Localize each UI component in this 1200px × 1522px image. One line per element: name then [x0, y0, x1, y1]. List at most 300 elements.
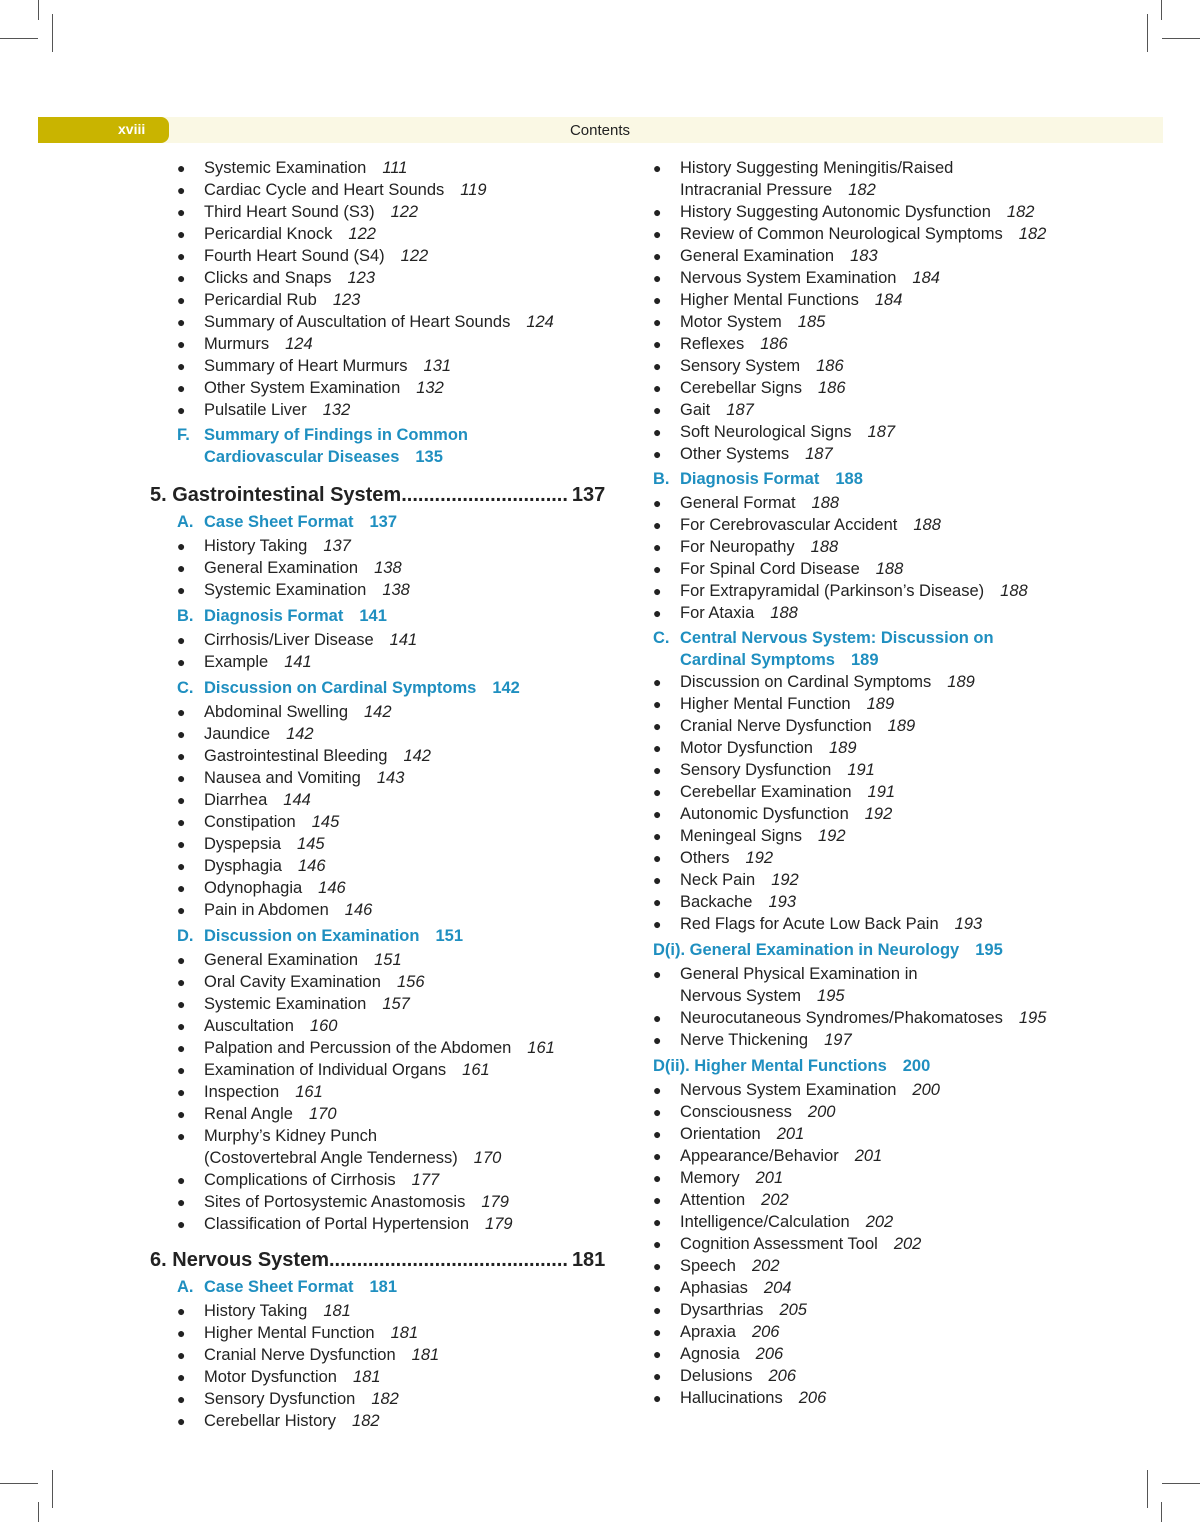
- toc-entry-page: 195: [1018, 1009, 1047, 1027]
- toc-entry-title: Red Flags for Acute Low Back Pain 193: [680, 915, 983, 933]
- toc-entry[interactable]: [653, 1299, 1123, 1321]
- toc-entry-page: 161: [462, 1061, 490, 1079]
- bullet-icon: ●: [177, 858, 186, 874]
- toc-entry-title: Review of Common Neurological Symptoms 182: [680, 225, 1047, 243]
- toc-entry[interactable]: ● Murphy’s Kidney Punch: [177, 1127, 378, 1145]
- toc-entry[interactable]: [177, 1388, 617, 1410]
- toc-entry-title: Systemic Examination 157: [204, 995, 410, 1013]
- bullet-icon: ●: [653, 517, 662, 533]
- bullet-icon: ●: [177, 538, 186, 554]
- toc-entry[interactable]: [177, 651, 617, 673]
- toc-entry[interactable]: [177, 267, 617, 289]
- toc-entry[interactable]: [177, 1081, 617, 1103]
- bullet-icon: ●: [653, 1032, 662, 1048]
- bullet-icon: ●: [177, 160, 186, 176]
- toc-entry-page: 189: [887, 717, 916, 735]
- toc-entry-title: Backache 193: [680, 893, 796, 911]
- toc-entry[interactable]: [177, 993, 617, 1015]
- toc-entry-title: Gait 187: [680, 401, 754, 419]
- bullet-icon: ●: [653, 1148, 662, 1164]
- bullet-icon: ●: [653, 270, 662, 286]
- toc-entry[interactable]: [653, 421, 1123, 443]
- toc-entry-page: 138: [382, 581, 410, 599]
- toc-entry-title: Cranial Nerve Dysfunction 181: [204, 1346, 440, 1364]
- toc-entry-title: General Examination 183: [680, 247, 878, 265]
- bullet-icon: ●: [653, 806, 662, 822]
- toc-entry-page: 181: [323, 1302, 351, 1320]
- toc-entry[interactable]: ● History Suggesting Meningitis/Raised: [653, 159, 954, 177]
- toc-entry[interactable]: [177, 1059, 617, 1081]
- bullet-icon: ●: [177, 952, 186, 968]
- toc-entry-title: General Examination 138: [204, 559, 402, 577]
- toc-entry-page: 142: [403, 747, 431, 765]
- toc-section-heading: D(ii). Higher Mental Functions 200: [653, 1057, 931, 1075]
- toc-entry[interactable]: [653, 399, 1123, 421]
- toc-entry-page: 197: [824, 1031, 852, 1049]
- bullet-icon: ●: [177, 654, 186, 670]
- toc-right-column: [653, 157, 1123, 1409]
- toc-entry[interactable]: [177, 289, 617, 311]
- bullet-icon: ●: [653, 1010, 662, 1026]
- toc-section-heading: D. Discussion on Examination 151: [177, 927, 463, 945]
- toc-entry-title: Complications of Cirrhosis 177: [204, 1171, 440, 1189]
- toc-entry[interactable]: [653, 1321, 1123, 1343]
- bullet-icon: ●: [653, 402, 662, 418]
- toc-entry[interactable]: [177, 629, 617, 651]
- toc-entry-page: 124: [285, 335, 313, 353]
- toc-entry-title: Cerebellar Signs 186: [680, 379, 846, 397]
- toc-entry-page: 188: [875, 560, 904, 578]
- toc-section-heading: A. Case Sheet Format 137: [177, 513, 397, 531]
- toc-entry[interactable]: [653, 1029, 1123, 1051]
- toc-entry-page: 122: [390, 203, 419, 221]
- bullet-icon: ●: [653, 539, 662, 555]
- toc-entry[interactable]: [653, 1123, 1123, 1145]
- toc-entry-title: Abdominal Swelling 142: [204, 703, 392, 721]
- bullet-icon: ●: [653, 1368, 662, 1384]
- toc-entry[interactable]: ● General Physical Examination in: [653, 965, 918, 983]
- toc-entry[interactable]: [177, 377, 617, 399]
- bullet-icon: ●: [653, 916, 662, 932]
- toc-entry-title: For Extrapyramidal (Parkinson’s Disease) 188: [680, 582, 1028, 600]
- toc-entry-page: 161: [527, 1039, 555, 1057]
- bullet-icon: ●: [177, 582, 186, 598]
- toc-entry-page: 182: [1018, 225, 1047, 243]
- bullet-icon: ●: [653, 696, 662, 712]
- toc-entry[interactable]: [653, 558, 1123, 580]
- toc-section-heading: A. Case Sheet Format 181: [177, 1278, 397, 1296]
- toc-entry[interactable]: [653, 1007, 1123, 1029]
- toc-entry[interactable]: [653, 1167, 1123, 1189]
- toc-entry-title: Sites of Portosystemic Anastomosis 179: [204, 1193, 509, 1211]
- toc-entry-page: 144: [283, 791, 311, 809]
- toc-entry-page: 123: [332, 291, 361, 309]
- toc-section-heading: B. Diagnosis Format 188: [653, 470, 863, 488]
- bullet-icon: ●: [177, 336, 186, 352]
- toc-entry[interactable]: [653, 311, 1123, 333]
- toc-entry[interactable]: [177, 245, 617, 267]
- toc-section-heading: F. Summary of Findings in Common: [177, 426, 469, 444]
- toc-section-heading-cont: Cardinal Symptoms 189: [680, 651, 879, 669]
- toc-entry[interactable]: [177, 223, 617, 245]
- toc-entry-title: Nervous System Examination 200: [680, 1081, 940, 1099]
- toc-entry[interactable]: [653, 737, 1123, 759]
- toc-entry-title: Cirrhosis/Liver Disease 141: [204, 631, 418, 649]
- toc-entry[interactable]: [177, 745, 617, 767]
- toc-entry-page: 146: [318, 879, 346, 897]
- toc-entry[interactable]: [653, 825, 1123, 847]
- toc-entry-cont: Nervous System 195: [680, 987, 845, 1005]
- bullet-icon: ●: [653, 762, 662, 778]
- toc-entry[interactable]: [177, 1191, 617, 1213]
- toc-entry[interactable]: [177, 579, 617, 601]
- toc-entry[interactable]: [653, 847, 1123, 869]
- toc-entry[interactable]: [177, 767, 617, 789]
- bullet-icon: ●: [653, 292, 662, 308]
- toc-entry-title: Inspection 161: [204, 1083, 323, 1101]
- toc-entry[interactable]: [177, 1213, 617, 1235]
- toc-entry-page: 200: [807, 1103, 836, 1121]
- bullet-icon: ●: [177, 1040, 186, 1056]
- toc-entry-title: Odynophagia 146: [204, 879, 346, 897]
- bullet-icon: ●: [653, 446, 662, 462]
- toc-entry[interactable]: [653, 913, 1123, 935]
- crop-mark: [52, 1470, 53, 1508]
- bullet-icon: ●: [653, 226, 662, 242]
- toc-entry-page: 206: [768, 1367, 796, 1385]
- toc-entry-page: 157: [382, 995, 410, 1013]
- toc-entry-page: 201: [755, 1169, 784, 1187]
- toc-entry-title: Appearance/Behavior 201: [680, 1147, 883, 1165]
- bullet-icon: ●: [653, 314, 662, 330]
- toc-entry-title: Auscultation 160: [204, 1017, 338, 1035]
- toc-entry-page: 177: [411, 1171, 440, 1189]
- toc-entry[interactable]: [177, 333, 617, 355]
- toc-entry[interactable]: [653, 1079, 1123, 1101]
- toc-entry[interactable]: [177, 877, 617, 899]
- toc-entry-title: Summary of Heart Murmurs 131: [204, 357, 452, 375]
- running-header-title: Contents: [569, 122, 631, 139]
- toc-entry[interactable]: [177, 1300, 617, 1322]
- toc-entry-title: History Taking 181: [204, 1302, 351, 1320]
- toc-entry-page: 111: [382, 159, 408, 177]
- toc-entry[interactable]: [177, 1037, 617, 1059]
- toc-entry-page: 188: [810, 538, 839, 556]
- bullet-icon: ●: [177, 748, 186, 764]
- toc-entry-page: 184: [912, 269, 940, 287]
- toc-entry[interactable]: [653, 891, 1123, 913]
- bullet-icon: ●: [653, 1170, 662, 1186]
- toc-entry-title: Pericardial Rub 123: [204, 291, 361, 309]
- bullet-icon: ●: [177, 996, 186, 1012]
- toc-entry[interactable]: [653, 223, 1123, 245]
- toc-entry[interactable]: [653, 803, 1123, 825]
- toc-chapter-heading: 6. Nervous System........................................... 181: [150, 1249, 606, 1271]
- bullet-icon: ●: [653, 1346, 662, 1362]
- toc-entry[interactable]: [177, 971, 617, 993]
- toc-entry[interactable]: [653, 333, 1123, 355]
- toc-entry[interactable]: [177, 1015, 617, 1037]
- toc-entry-title: Palpation and Percussion of the Abdomen 161: [204, 1039, 555, 1057]
- toc-entry[interactable]: [653, 267, 1123, 289]
- page-number: xviii: [118, 121, 146, 137]
- toc-entry-page: 142: [364, 703, 392, 721]
- bullet-icon: ●: [177, 836, 186, 852]
- toc-entry-title: Hallucinations 206: [680, 1389, 827, 1407]
- toc-entry-page: 202: [751, 1257, 780, 1275]
- toc-entry-title: Nerve Thickening 197: [680, 1031, 852, 1049]
- toc-entry-title: Cerebellar History 182: [204, 1412, 380, 1430]
- toc-entry-page: 184: [874, 291, 903, 309]
- toc-entry-title: Autonomic Dysfunction 192: [680, 805, 893, 823]
- toc-entry-title: Pericardial Knock 122: [204, 225, 376, 243]
- toc-entry-page: 192: [771, 871, 799, 889]
- toc-entry[interactable]: [653, 492, 1123, 514]
- bullet-icon: ●: [653, 784, 662, 800]
- toc-entry[interactable]: [177, 899, 617, 921]
- toc-entry-title: For Cerebrovascular Accident 188: [680, 516, 941, 534]
- bullet-icon: ●: [177, 292, 186, 308]
- toc-entry-title: Other Systems 187: [680, 445, 833, 463]
- toc-entry[interactable]: [653, 1365, 1123, 1387]
- toc-entry[interactable]: [177, 855, 617, 877]
- toc-entry-page: 146: [344, 901, 373, 919]
- toc-entry-title: For Spinal Cord Disease 188: [680, 560, 904, 578]
- toc-entry[interactable]: [177, 1366, 617, 1388]
- toc-entry[interactable]: [653, 245, 1123, 267]
- bullet-icon: ●: [177, 814, 186, 830]
- toc-entry-page: 201: [854, 1147, 883, 1165]
- toc-entry-title: For Ataxia 188: [680, 604, 798, 622]
- bullet-icon: ●: [177, 1172, 186, 1188]
- toc-entry[interactable]: [177, 701, 617, 723]
- bullet-icon: ●: [177, 792, 186, 808]
- crop-mark: [52, 14, 53, 52]
- toc-entry-title: Motor System 185: [680, 313, 826, 331]
- toc-entry-page: 192: [864, 805, 893, 823]
- toc-entry-title: History Taking 137: [204, 537, 351, 555]
- toc-entry[interactable]: [177, 179, 617, 201]
- toc-entry[interactable]: [653, 1145, 1123, 1167]
- toc-entry[interactable]: [177, 811, 617, 833]
- toc-entry-title: History Suggesting Autonomic Dysfunction 182: [680, 203, 1035, 221]
- toc-entry-title: Attention 202: [680, 1191, 789, 1209]
- toc-entry-page: 161: [295, 1083, 323, 1101]
- toc-entry[interactable]: [177, 557, 617, 579]
- crop-mark: [0, 1483, 38, 1484]
- bullet-icon: ●: [653, 204, 662, 220]
- toc-entry-page: 124: [526, 313, 554, 331]
- toc-entry-title: Cranial Nerve Dysfunction 189: [680, 717, 916, 735]
- toc-entry-title: Pain in Abdomen 146: [204, 901, 373, 919]
- toc-entry-title: Delusions 206: [680, 1367, 796, 1385]
- toc-entry-title: Systemic Examination 111: [204, 159, 408, 177]
- toc-entry[interactable]: [177, 833, 617, 855]
- toc-entry-title: General Examination 151: [204, 951, 402, 969]
- toc-entry-title: Constipation 145: [204, 813, 340, 831]
- toc-entry-title: Intelligence/Calculation 202: [680, 1213, 894, 1231]
- toc-entry-title: Motor Dysfunction 189: [680, 739, 857, 757]
- toc-entry[interactable]: [653, 693, 1123, 715]
- bullet-icon: ●: [653, 424, 662, 440]
- toc-entry-title: Example 141: [204, 653, 312, 671]
- toc-entry-page: 170: [309, 1105, 337, 1123]
- bullet-icon: ●: [653, 495, 662, 511]
- bullet-icon: ●: [177, 902, 186, 918]
- bullet-icon: ●: [653, 336, 662, 352]
- toc-entry-page: 191: [847, 761, 875, 779]
- toc-entry[interactable]: [177, 1322, 617, 1344]
- toc-entry[interactable]: [653, 514, 1123, 536]
- bullet-icon: ●: [177, 770, 186, 786]
- toc-entry-cont: Intracranial Pressure 182: [680, 181, 876, 199]
- toc-entry-page: 204: [763, 1279, 792, 1297]
- toc-entry-title: Dyspepsia 145: [204, 835, 325, 853]
- toc-entry[interactable]: [177, 949, 617, 971]
- toc-entry-page: 189: [947, 673, 975, 691]
- bullet-icon: ●: [653, 1324, 662, 1340]
- toc-entry[interactable]: [177, 1103, 617, 1125]
- toc-entry-title: Speech 202: [680, 1257, 780, 1275]
- toc-entry[interactable]: [177, 399, 617, 421]
- toc-entry[interactable]: [653, 759, 1123, 781]
- bullet-icon: ●: [177, 402, 186, 418]
- toc-left-column: [150, 157, 617, 1432]
- toc-entry[interactable]: [177, 723, 617, 745]
- toc-entry-page: 151: [374, 951, 402, 969]
- toc-entry[interactable]: [653, 377, 1123, 399]
- toc-entry-page: 145: [311, 813, 340, 831]
- toc-entry-title: Neck Pain 192: [680, 871, 799, 889]
- bullet-icon: ●: [177, 1413, 186, 1429]
- crop-mark: [1147, 1470, 1148, 1508]
- toc-entry-page: 138: [374, 559, 402, 577]
- toc-entry-title: Murmurs 124: [204, 335, 313, 353]
- toc-entry[interactable]: [177, 311, 617, 333]
- toc-entry-page: 206: [751, 1323, 780, 1341]
- bullet-icon: ●: [653, 850, 662, 866]
- bullet-icon: ●: [653, 561, 662, 577]
- toc-entry-title: Cerebellar Examination 191: [680, 783, 896, 801]
- crop-mark: [0, 38, 38, 39]
- toc-entry-title: For Neuropathy 188: [680, 538, 839, 556]
- toc-entry-page: 132: [322, 401, 351, 419]
- toc-entry-title: Gastrointestinal Bleeding 142: [204, 747, 431, 765]
- toc-entry-page: 182: [371, 1390, 399, 1408]
- toc-entry-page: 188: [811, 494, 840, 512]
- bullet-icon: ●: [653, 605, 662, 621]
- bullet-icon: ●: [177, 182, 186, 198]
- toc-entry[interactable]: [653, 443, 1123, 465]
- crop-mark: [1147, 14, 1148, 52]
- toc-entry-page: 119: [460, 181, 487, 199]
- toc-entry[interactable]: [653, 536, 1123, 558]
- toc-entry[interactable]: [653, 1189, 1123, 1211]
- toc-entry[interactable]: [653, 355, 1123, 377]
- toc-entry-title: Neurocutaneous Syndromes/Phakomatoses 195: [680, 1009, 1047, 1027]
- toc-entry[interactable]: [653, 1255, 1123, 1277]
- bullet-icon: ●: [177, 248, 186, 264]
- toc-entry[interactable]: [653, 201, 1123, 223]
- bullet-icon: ●: [653, 718, 662, 734]
- toc-entry-page: 205: [779, 1301, 807, 1319]
- toc-entry[interactable]: [177, 1344, 617, 1366]
- toc-entry-title: Nausea and Vomiting 143: [204, 769, 405, 787]
- toc-entry[interactable]: [177, 1169, 617, 1191]
- toc-entry[interactable]: [653, 1211, 1123, 1233]
- toc-entry-title: Agnosia 206: [680, 1345, 784, 1363]
- toc-entry[interactable]: [653, 869, 1123, 891]
- toc-entry[interactable]: [653, 1233, 1123, 1255]
- toc-entry-page: 182: [1006, 203, 1035, 221]
- toc-entry-title: Dysarthrias 205: [680, 1301, 807, 1319]
- toc-entry[interactable]: [177, 201, 617, 223]
- toc-entry[interactable]: [653, 580, 1123, 602]
- toc-entry-title: Sensory System 186: [680, 357, 844, 375]
- toc-entry[interactable]: [653, 671, 1123, 693]
- bullet-icon: ●: [177, 380, 186, 396]
- toc-entry-page: 182: [352, 1412, 380, 1430]
- bullet-icon: ●: [653, 1126, 662, 1142]
- toc-entry-page: 192: [745, 849, 774, 867]
- toc-entry-title: Nervous System Examination 184: [680, 269, 940, 287]
- bullet-icon: ●: [177, 270, 186, 286]
- bullet-icon: ●: [177, 226, 186, 242]
- toc-entry[interactable]: [177, 789, 617, 811]
- toc-entry-title: Classification of Portal Hypertension 179: [204, 1215, 513, 1233]
- toc-entry[interactable]: [653, 1277, 1123, 1299]
- toc-entry[interactable]: [177, 355, 617, 377]
- bullet-icon: ●: [177, 1369, 186, 1385]
- bullet-icon: ●: [653, 740, 662, 756]
- bullet-icon: ●: [653, 583, 662, 599]
- bullet-icon: ●: [177, 974, 186, 990]
- toc-entry-page: 188: [770, 604, 798, 622]
- toc-entry[interactable]: [653, 1387, 1123, 1409]
- crop-mark: [1161, 0, 1162, 20]
- toc-entry-title: Sensory Dysfunction 182: [204, 1390, 399, 1408]
- toc-entry[interactable]: [653, 1101, 1123, 1123]
- toc-entry[interactable]: [177, 535, 617, 557]
- toc-entry[interactable]: [653, 289, 1123, 311]
- toc-entry-title: Clicks and Snaps 123: [204, 269, 376, 287]
- toc-entry-page: 143: [376, 769, 405, 787]
- bullet-icon: ●: [177, 560, 186, 576]
- crop-mark: [38, 1502, 39, 1522]
- toc-entry[interactable]: [177, 157, 617, 179]
- toc-entry-page: 191: [867, 783, 896, 801]
- toc-entry[interactable]: [177, 1410, 617, 1432]
- toc-entry[interactable]: [653, 715, 1123, 737]
- toc-section-heading-cont: Cardiovascular Diseases 135: [204, 448, 443, 466]
- crop-mark: [1162, 1483, 1200, 1484]
- bullet-icon: ●: [177, 1106, 186, 1122]
- bullet-icon: ●: [177, 1062, 186, 1078]
- bullet-icon: ●: [653, 1390, 662, 1406]
- bullet-icon: ●: [177, 1391, 186, 1407]
- toc-entry[interactable]: [653, 1343, 1123, 1365]
- toc-entry-title: Cardiac Cycle and Heart Sounds 119: [204, 181, 487, 199]
- toc-entry-title: Pulsatile Liver 132: [204, 401, 351, 419]
- toc-section-heading: B. Diagnosis Format 141: [177, 607, 387, 625]
- toc-entry-title: Discussion on Cardinal Symptoms 189: [680, 673, 975, 691]
- toc-entry[interactable]: [653, 602, 1123, 624]
- toc-entry-page: 193: [954, 915, 983, 933]
- toc-entry-page: 179: [481, 1193, 509, 1211]
- toc-entry-page: 123: [347, 269, 376, 287]
- toc-entry-page: 188: [1000, 582, 1028, 600]
- toc-entry[interactable]: [653, 781, 1123, 803]
